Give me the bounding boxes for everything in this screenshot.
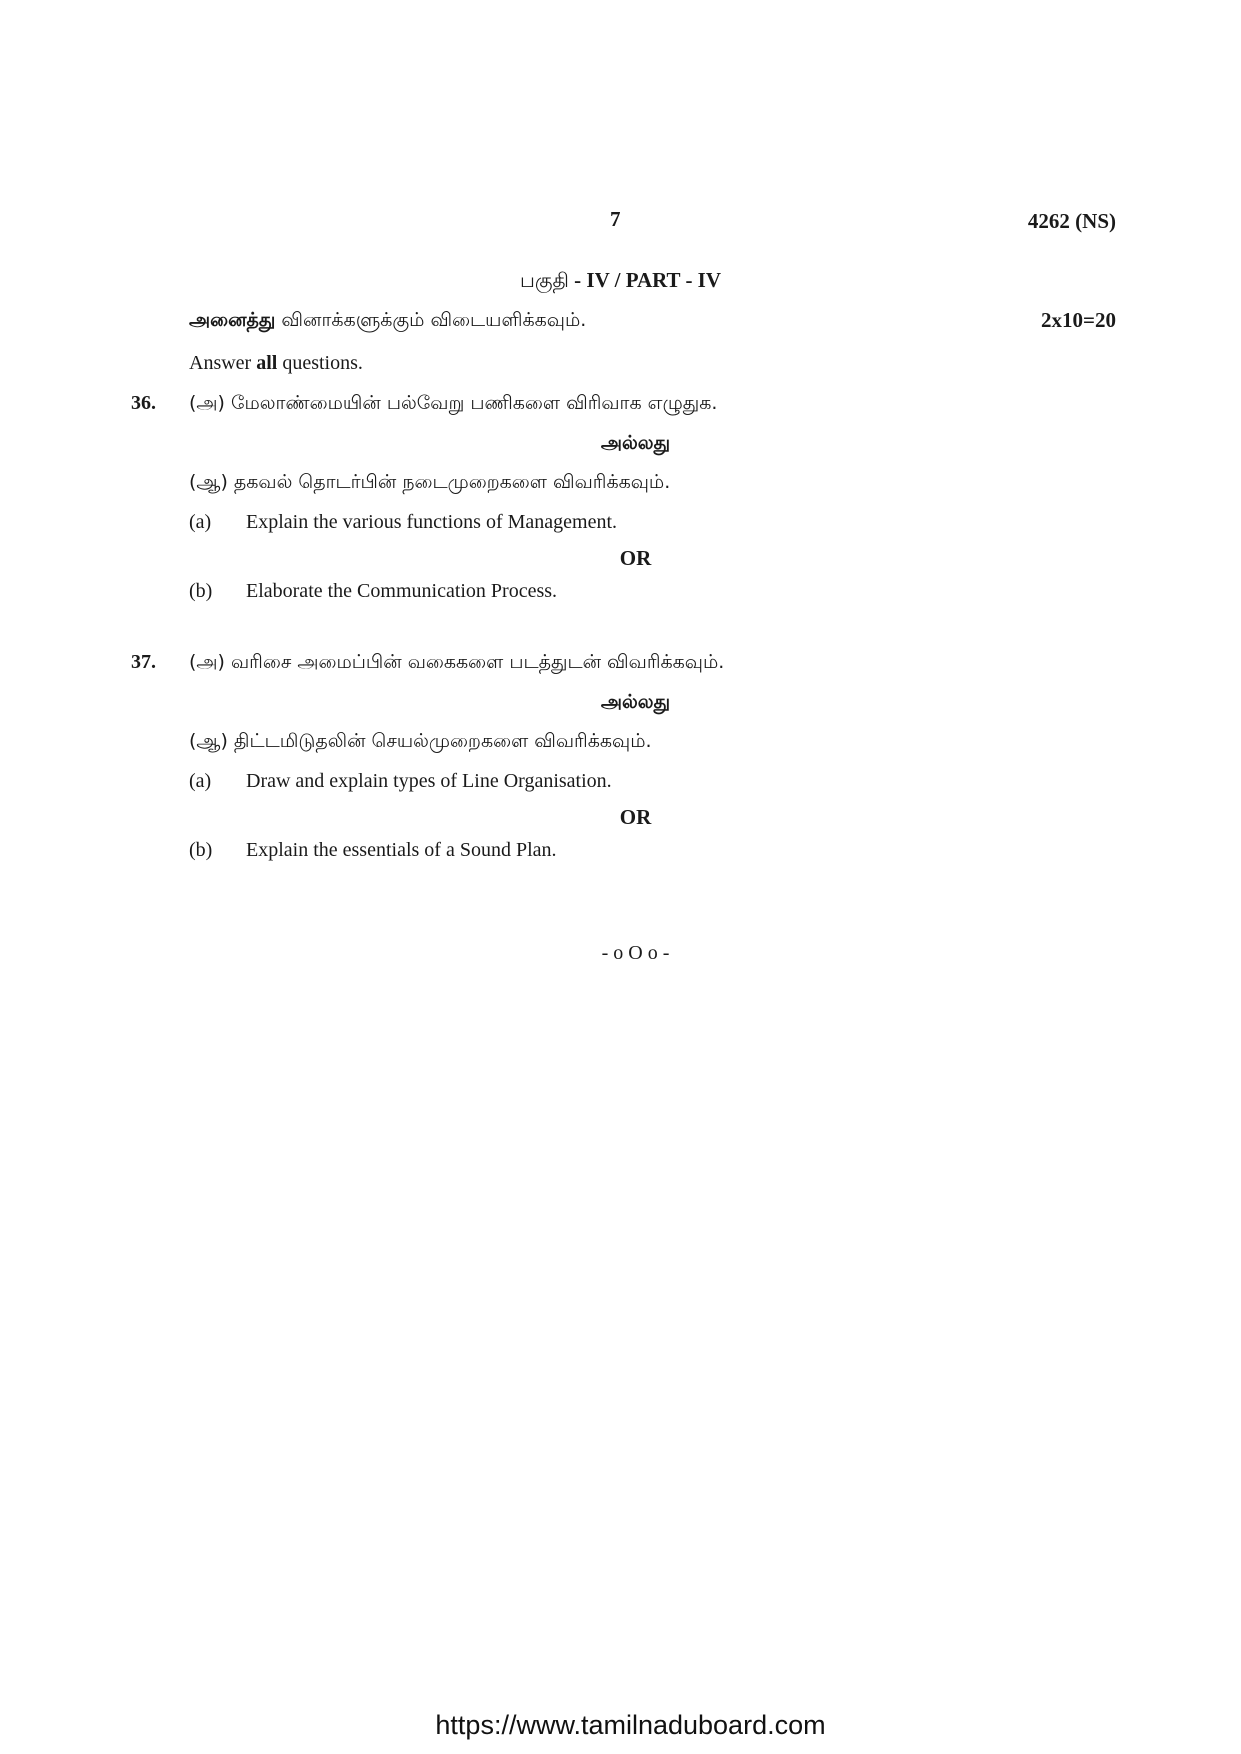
or-separator-tamil: அல்லது [600, 432, 671, 454]
footer-url: https://www.tamilnaduboard.com [435, 1710, 826, 1740]
option-letter: (a) [189, 770, 212, 792]
option-letter: (b) [189, 580, 213, 602]
question-tamil-option-a: (அ) வரிசை அமைப்பின் வகைகளை படத்துடன் விவரிக்கவும். [189, 651, 725, 673]
instruction-tamil-bold: அனைத்து [189, 309, 276, 331]
part-heading-english: IV / PART - IV [586, 268, 722, 292]
question-tamil-option-b: (ஆ) திட்டமிடுதலின் செயல்முறைகளை விவரிக்கவும். [189, 730, 652, 752]
paper-code: 4262 (NS) [1027, 209, 1116, 233]
part-heading-separator: - [568, 268, 587, 292]
question-english-option-a: Draw and explain types of Line Organisation. [246, 770, 612, 792]
instruction-english [189, 352, 363, 375]
option-letter: (b) [189, 839, 213, 861]
question-tamil-option-b: (ஆ) தகவல் தொடர்பின் நடைமுறைகளை விவரிக்கவும். [189, 471, 671, 493]
or-separator-tamil: அல்லது [600, 691, 671, 713]
question-english-option-b: Explain the essentials of a Sound Plan. [246, 839, 557, 861]
part-heading-tamil: பகுதி [519, 268, 569, 292]
instruction-tamil-rest: வினாக்களுக்கும் விடையளிக்கவும். [275, 309, 587, 331]
marks-allocation: 2x10=20 [1041, 308, 1116, 332]
instruction-english-post: questions. [277, 352, 363, 374]
instruction-english-pre: Answer [189, 352, 257, 374]
option-letter: (a) [189, 511, 212, 533]
question-english-option-a: Explain the various functions of Management. [246, 511, 618, 533]
question-english-option-b: Elaborate the Communication Process. [246, 580, 558, 602]
page-number: 7 [610, 207, 621, 231]
instruction-english-bold: all [256, 352, 278, 374]
question-number: 36. [131, 392, 156, 414]
or-separator-english: OR [619, 805, 652, 829]
or-separator-english: OR [619, 546, 652, 570]
instruction-tamil [189, 309, 586, 334]
question-number: 37. [131, 651, 156, 673]
question-tamil-option-a: (அ) மேலாண்மையின் பல்வேறு பணிகளை விரிவாக எழுதுக. [189, 392, 718, 414]
part-heading [0, 268, 1241, 295]
end-of-paper-mark: - o O o - [601, 942, 670, 964]
